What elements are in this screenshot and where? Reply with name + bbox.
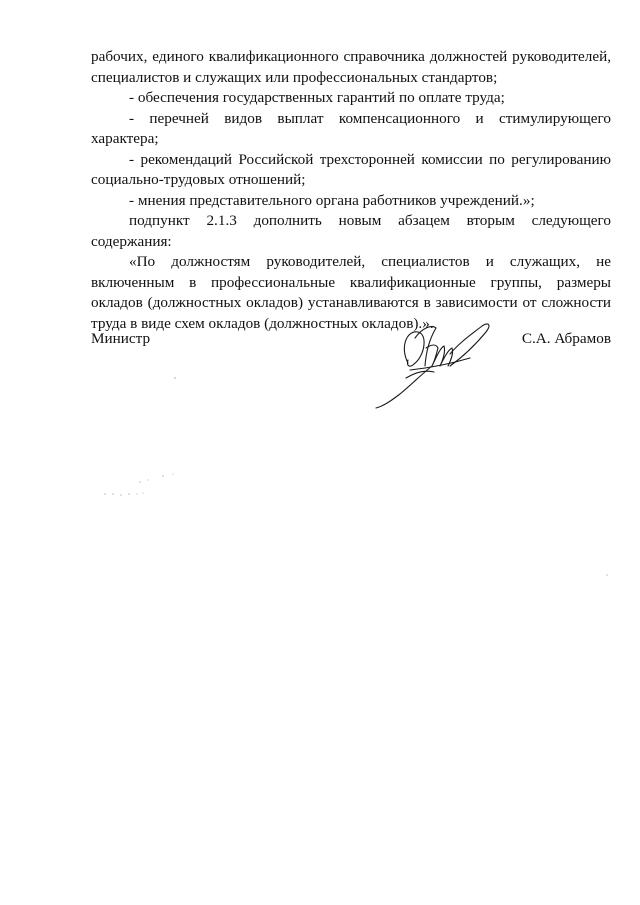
signatory-name: С.А. Абрамов <box>521 330 611 347</box>
paragraph-continuation: рабочих, единого квалификационного справочника должностей руководителей, специалистов и служащих или профессиональных стандартов; <box>91 48 611 86</box>
paragraph-quote: «По должностям руководителей, специалистов и служащих, не включенным в профессиональные квалификационные группы, размеры окладов (должностных окладов) устанавливаются в зависимости от сложности труда в виде схем окладов (должностных окладов).». <box>91 253 611 332</box>
paragraph-guarantees: - обеспечения государственных гарантий по оплате труда; <box>129 89 505 106</box>
document-body <box>91 47 611 334</box>
paragraph-workers-opinion: - мнения представительного органа работников учреждений.»; <box>129 191 535 209</box>
paragraph-commission: - рекомендаций Российской трехсторонней комиссии по регулированию социально-трудовых отношений; <box>91 150 611 188</box>
signatory-title: Министр <box>91 330 151 347</box>
paragraph-subpoint: подпункт 2.1.3 дополнить новым абзацем вторым следующего содержания: <box>91 212 611 250</box>
paragraph-payment-types: - перечней видов выплат компенсационного и стимулирующего характера; <box>91 109 611 147</box>
scan-specks <box>95 370 615 590</box>
